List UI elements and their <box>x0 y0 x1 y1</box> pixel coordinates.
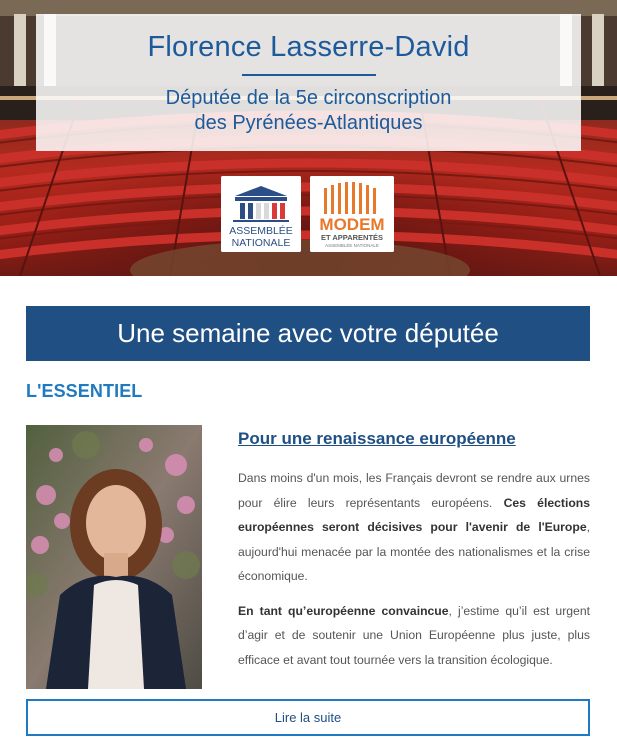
article <box>238 428 590 682</box>
section-title: L'ESSENTIEL <box>26 381 143 401</box>
logo-modem-text-1: MODEM <box>319 215 385 234</box>
newsletter-headline: Une semaine avec votre députée <box>26 306 590 361</box>
read-more-button[interactable]: Lire la suite <box>26 699 590 736</box>
article-title-link[interactable]: Pour une renaissance européenne <box>238 429 516 448</box>
article-p2-text: , j’estime qu’il est urgent d’agir et de soutenir une Union Européenne plus juste, plus efficace et avant tout tournée vers la transition écologique. <box>238 603 590 667</box>
deputy-portrait <box>26 425 202 689</box>
subtitle-line-1: Députée de la 5e circonscription <box>165 86 452 109</box>
article-p2-bold: En tant qu’européenne convaincue <box>238 603 449 618</box>
header-banner <box>0 0 617 276</box>
logo-an-text-2: NATIONALE <box>231 237 291 249</box>
assemblee-nationale-logo <box>221 176 301 252</box>
logo-modem-text-3: ASSEMBLÉE NATIONALE <box>325 243 379 248</box>
deputy-name: Florence Lasserre-David <box>147 31 470 63</box>
article-p1-text-c: , aujourd'hui menacée par la montée des nationalismes et la crise économique. <box>238 520 590 583</box>
subtitle-line-2: des Pyrénées-Atlantiques <box>194 111 423 134</box>
title-card <box>36 14 581 151</box>
title-divider <box>242 74 376 76</box>
modem-logo <box>310 176 394 252</box>
article-p1-bold: Ces élections européennes seront décisives pour l'avenir de l'Europe <box>238 495 590 534</box>
article-paragraph-1 <box>238 466 590 589</box>
logo-modem-text-2: ET APPARENTÉS <box>320 233 384 242</box>
article-p1-text-a: Dans moins d'un mois, les Français devront se rendre aux urnes pour élire leurs représentants européens. <box>238 471 590 510</box>
logo-an-text-1: ASSEMBLÉE <box>229 225 293 237</box>
article-paragraph-2 <box>238 599 590 673</box>
